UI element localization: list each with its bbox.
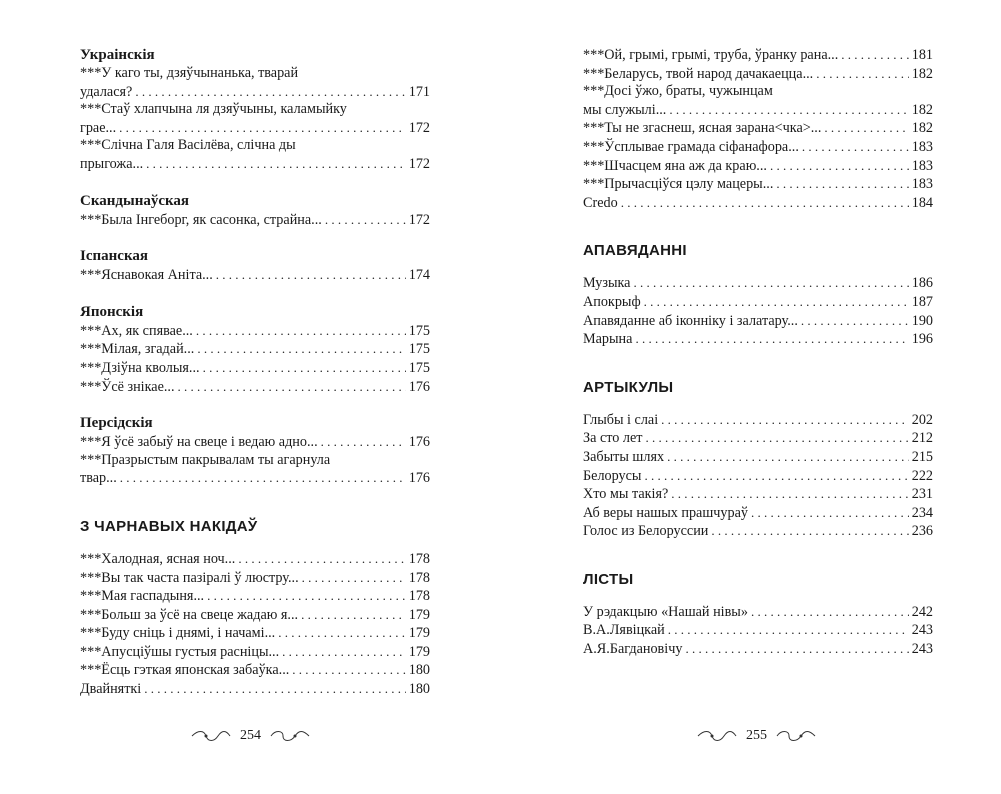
- toc-entry-page: 175: [408, 322, 430, 339]
- dot-leader: [667, 448, 909, 466]
- toc-entry-page: 231: [911, 486, 933, 503]
- dot-leader: [776, 175, 908, 193]
- toc-entry-page: 176: [408, 434, 430, 451]
- toc-entry-title: В.А.Лявіцкай: [583, 622, 665, 639]
- toc-entry-title-line: ***У каго ты, дзяўчынанька, тварай: [80, 65, 299, 81]
- toc-entry: [80, 680, 430, 699]
- toc-entry-title: Белорусы: [583, 467, 642, 484]
- dot-leader: [801, 312, 909, 330]
- toc-entry-page: 182: [911, 120, 933, 137]
- toc-entry: [583, 330, 933, 349]
- toc-entry: [80, 606, 430, 625]
- toc-entry-page: 243: [911, 641, 933, 658]
- dot-leader: [207, 587, 406, 605]
- toc-entry-title: Аб веры нашых прашчураў: [583, 504, 748, 521]
- dot-leader: [711, 522, 908, 540]
- toc-entry-page: 187: [911, 293, 933, 310]
- toc-entry-title: удалася?: [80, 83, 133, 100]
- toc-entry: [583, 411, 933, 430]
- toc-entry-title: ***Ўсё знікае...: [80, 378, 175, 395]
- dot-leader: [633, 274, 908, 292]
- toc-entry-page: 183: [911, 157, 933, 174]
- toc-entry-title: ***Ўсплывае грамада сіфанафора...: [583, 138, 799, 155]
- toc-entry: [583, 640, 933, 659]
- dot-leader: [816, 65, 909, 83]
- toc-entry-title: У рэдакцыю «Нашай нівы»: [583, 603, 748, 620]
- flourish-right-icon: [775, 730, 817, 742]
- toc-entry-page: 176: [408, 378, 430, 395]
- toc-entry-page: 242: [911, 603, 933, 620]
- toc-entry-title: ***Была Інгеборг, як сасонка, страйна...: [80, 211, 322, 228]
- dot-leader: [238, 550, 405, 568]
- dot-leader: [685, 640, 908, 658]
- toc-entry: [583, 194, 933, 213]
- toc-entry-page: 215: [911, 448, 933, 465]
- toc-entry-title-line: ***Празрыстым пакрывалам ты агарнула: [80, 451, 331, 468]
- toc-entry: [80, 211, 430, 230]
- toc-entry: [583, 504, 933, 523]
- toc-entry-page: 196: [911, 331, 933, 348]
- toc-entry-title: ***Вы так часта пазіралі ў люстру...: [80, 569, 299, 586]
- left-page: [0, 0, 500, 794]
- dot-leader: [841, 46, 908, 64]
- flourish-left-icon: [190, 730, 232, 742]
- left-page-contents: [80, 46, 430, 699]
- toc-entry-page: 212: [911, 430, 933, 447]
- subsection-heading: Іспанская: [80, 248, 148, 265]
- toc-entry-title: Глыбы і слаі: [583, 411, 659, 428]
- toc-entry-title: Забыты шлях: [583, 448, 665, 465]
- section-heading: ЛІСТЫ: [583, 570, 634, 588]
- toc-entry: [80, 550, 430, 569]
- toc-entry: [80, 137, 430, 173]
- dot-leader: [644, 467, 908, 485]
- toc-entry: [80, 340, 430, 359]
- toc-entry: [80, 643, 430, 662]
- dot-leader: [751, 603, 909, 621]
- toc-entry-page: 190: [911, 312, 933, 329]
- toc-entry: [80, 322, 430, 341]
- toc-entry-title: ***Мая гаспадыня...: [80, 588, 205, 605]
- toc-entry-page: 179: [408, 606, 430, 623]
- toc-entry-page: 180: [408, 681, 430, 698]
- toc-entry-title: А.Я.Багдановічу: [583, 641, 683, 658]
- toc-entry-page: 243: [911, 622, 933, 639]
- toc-entry-page: 175: [408, 341, 430, 358]
- toc-entry-title: ***Шчасцем яна аж да краю...: [583, 157, 767, 174]
- subsection-heading: Скандынаўская: [80, 192, 190, 209]
- toc-entry-page: 181: [911, 47, 933, 63]
- dot-leader: [635, 330, 908, 348]
- toc-entry-page: 234: [911, 504, 933, 521]
- toc-entry-page: 179: [408, 625, 430, 642]
- toc-entry: [583, 293, 933, 312]
- toc-entry: [80, 359, 430, 378]
- dot-leader: [197, 340, 405, 358]
- toc-entry-page: 182: [911, 101, 933, 118]
- dot-leader: [146, 155, 406, 173]
- toc-entry: [80, 587, 430, 606]
- dot-leader: [196, 322, 406, 340]
- toc-entry: [583, 621, 933, 640]
- toc-entry: [583, 157, 933, 176]
- toc-entry-page: 236: [911, 523, 933, 540]
- toc-entry: [80, 266, 430, 285]
- toc-entry: [80, 101, 430, 137]
- dot-leader: [802, 138, 909, 156]
- toc-entry: [583, 429, 933, 448]
- toc-entry-title-line: ***Досі ўжо, браты, чужынцам: [583, 83, 773, 100]
- section-heading: АПАВЯДАННІ: [583, 242, 687, 260]
- toc-entry-title: ***Больш за ўсё на свеце жадаю я...: [80, 606, 299, 623]
- toc-entry-title: ***Я ўсё забыў на свеце і ведаю адно...: [80, 434, 318, 451]
- toc-entry-title: ***Халодная, ясная ноч...: [80, 550, 236, 567]
- toc-entry-page: 175: [408, 359, 430, 376]
- toc-entry-title: Credo: [583, 194, 618, 211]
- subsection-heading: Украінскія: [80, 47, 155, 63]
- toc-entry-page: 172: [408, 119, 430, 136]
- toc-entry: [583, 485, 933, 504]
- toc-entry: [80, 65, 430, 101]
- toc-entry: [583, 138, 933, 157]
- flourish-right-icon: [269, 730, 311, 742]
- toc-entry-title: ***Ах, як спявае...: [80, 322, 193, 339]
- toc-entry-title: Апавяданне аб іконніку і залатару...: [583, 312, 798, 329]
- toc-entry-title: ***Ёсць гэткая японская забаўка...: [80, 662, 290, 679]
- toc-entry-page: 202: [911, 411, 933, 428]
- toc-entry-page: 178: [408, 569, 430, 586]
- flourish-left-icon: [696, 730, 738, 742]
- page-number-footer: [696, 728, 817, 744]
- toc-entry: [583, 312, 933, 331]
- dot-leader: [135, 83, 405, 101]
- toc-entry-title: ***Буду сніць і днямі, і начамі...: [80, 625, 276, 642]
- toc-entry: [583, 83, 933, 119]
- toc-entry-title-line: ***Слічна Галя Васілёва, слічна ды: [80, 137, 296, 154]
- toc-entry-title: Апокрыф: [583, 293, 641, 310]
- subsection-heading: Японскія: [80, 303, 144, 320]
- toc-entry-title: прыгожа...: [80, 155, 144, 172]
- dot-leader: [661, 411, 909, 429]
- toc-entry: [80, 569, 430, 588]
- dot-leader: [292, 661, 405, 679]
- toc-entry-title: Музыка: [583, 275, 631, 292]
- toc-entry-page: 222: [911, 467, 933, 484]
- dot-leader: [278, 624, 406, 642]
- dot-leader: [621, 194, 909, 212]
- dot-leader: [302, 569, 406, 587]
- toc-entry: [583, 46, 933, 65]
- toc-entry: [583, 522, 933, 541]
- toc-entry-page: 178: [408, 550, 430, 567]
- toc-entry-page: 171: [408, 83, 430, 100]
- toc-entry-title: ***Ты не згаснеш, ясная зарана<чка>...: [583, 120, 822, 137]
- toc-entry: [80, 624, 430, 643]
- toc-entry: [583, 467, 933, 486]
- dot-leader: [203, 359, 406, 377]
- dot-leader: [824, 119, 908, 137]
- toc-entry-title: ***Мілая, згадай...: [80, 341, 195, 358]
- toc-entry-page: 183: [911, 138, 933, 155]
- toc-entry-title: ***Дзіўна кволыя...: [80, 359, 200, 376]
- dot-leader: [770, 157, 909, 175]
- toc-entry-page: 172: [408, 155, 430, 172]
- dot-leader: [645, 429, 908, 447]
- toc-entry-page: 183: [911, 176, 933, 193]
- subsection-heading: Персідскія: [80, 415, 153, 432]
- toc-entry-page: 172: [408, 211, 430, 228]
- dot-leader: [178, 378, 406, 396]
- toc-entry: [80, 378, 430, 397]
- toc-entry: [80, 433, 430, 452]
- section-heading: АРТЫКУЛЫ: [583, 378, 674, 396]
- toc-entry: [583, 448, 933, 467]
- dot-leader: [120, 469, 406, 487]
- toc-entry: [583, 65, 933, 84]
- section-heading: З ЧАРНАВЫХ НАКІДАЎ: [80, 517, 258, 535]
- toc-entry-page: 182: [911, 65, 933, 82]
- toc-entry: [80, 661, 430, 680]
- dot-leader: [325, 211, 406, 229]
- toc-entry-title: ***Прычасціўся цэлу мацеры...: [583, 176, 774, 193]
- toc-entry-page: 174: [408, 267, 430, 284]
- right-page: [500, 0, 1001, 794]
- toc-entry-title-line: ***Стаў хлапчына ля дзяўчыны, каламыйку: [80, 101, 347, 118]
- toc-entry-title: Марына: [583, 331, 633, 348]
- toc-entry: [583, 274, 933, 293]
- dot-leader: [301, 606, 406, 624]
- page-number: 254: [240, 728, 261, 743]
- toc-entry: [583, 119, 933, 138]
- toc-entry: [80, 452, 430, 488]
- dot-leader: [668, 621, 909, 639]
- toc-entry-page: 186: [911, 275, 933, 292]
- dot-leader: [119, 119, 406, 137]
- toc-entry: [583, 603, 933, 622]
- toc-entry-title: ***Ой, грымі, грымі, труба, ўранку рана...: [583, 47, 839, 63]
- page-number-footer: [190, 728, 311, 744]
- dot-leader: [669, 101, 908, 119]
- dot-leader: [144, 680, 405, 698]
- toc-entry-page: 184: [911, 194, 933, 211]
- page-number: 255: [746, 728, 767, 743]
- toc-entry-title: Голос из Белоруссии: [583, 523, 709, 540]
- toc-entry-page: 180: [408, 662, 430, 679]
- toc-entry-title: ***Яснавокая Аніта...: [80, 267, 213, 284]
- toc-entry-page: 176: [408, 470, 430, 487]
- toc-entry-title: твар...: [80, 470, 117, 487]
- dot-leader: [216, 266, 406, 284]
- dot-leader: [282, 643, 406, 661]
- toc-entry-title: Двайняткі: [80, 681, 142, 698]
- toc-entry-title: За сто лет: [583, 430, 643, 447]
- dot-leader: [671, 485, 908, 503]
- toc-entry-title: ***Апусціўшы густыя расніцы...: [80, 643, 280, 660]
- toc-entry: [583, 175, 933, 194]
- toc-entry-title: ***Беларусь, твой народ дачакаецца...: [583, 65, 814, 82]
- dot-leader: [751, 504, 909, 522]
- toc-entry-title: мы служылі...: [583, 101, 667, 118]
- toc-entry-page: 178: [408, 588, 430, 605]
- right-page-contents: [583, 46, 933, 659]
- toc-entry-title: Хто мы такія?: [583, 486, 669, 503]
- toc-entry-title: грае...: [80, 119, 117, 136]
- dot-leader: [321, 433, 406, 451]
- dot-leader: [644, 293, 909, 311]
- toc-entry-page: 179: [408, 643, 430, 660]
